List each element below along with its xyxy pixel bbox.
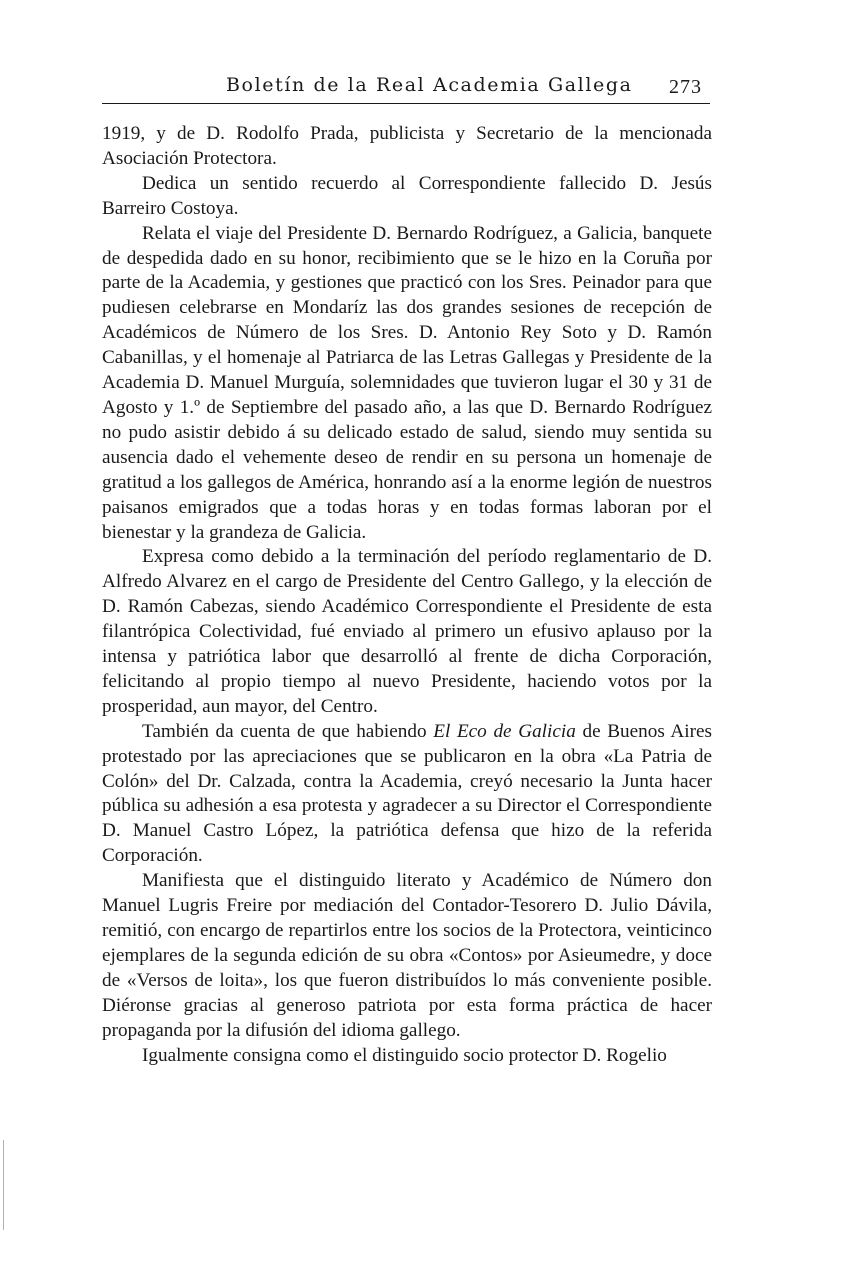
page-number: 273 — [669, 76, 702, 98]
paragraph-eco-de-galicia — [102, 720, 712, 869]
running-title: Boletín de la Real Academia Gallega — [226, 74, 633, 96]
running-header — [102, 72, 710, 106]
periodical-title: El Eco de Galicia — [433, 720, 576, 742]
paragraph: Dedica un sentido recuerdo al Correspondiente fallecido D. Jesús Barreiro Costoya. — [102, 172, 712, 219]
paragraph: Manifiesta que el distinguido literato y Académico de Número don Manuel Lugris Freire por mediación del Contador-Tesorero D. Julio Dávila, remitió, con encargo de repartirlos entre los socios de la Protectora, veinticinco ejemplares de la segunda edición de su obra «Contos» por Asieumedre, y doce de «Versos de loita», los que fueron distribuídos lo más conveniente posible. Diéronse gracias al generoso patriota por esta forma práctica de hacer propaganda por la difusión del idioma gallego. — [102, 870, 712, 1041]
paragraph: Relata el viaje del Presidente D. Bernardo Rodríguez, a Galicia, banquete de despedida dado en su honor, recibimiento que se le hizo en la Coruña por parte de la Academia, y gestiones que practicó con los Sres. Peinador para que pudiesen celebrarse en Mondaríz las dos grandes sesiones de recepción de Académicos de Número de los Sres. D. Antonio Rey Soto y D. Ramón Cabanillas, y el homenaje al Patriarca de las Letras Gallegas y Presidente de la Academia D. Manuel Murguía, solemnidades que tuvieron lugar el 30 y 31 de Agosto y 1.º de Septiembre del pasado año, a las que D. Bernardo Rodríguez no pudo asistir debido á su delicado estado de salud, siendo muy sentida su ausencia dado el vehemente deseo de rendir en su persona un homenaje de gratitud a los gallegos de América, honrando así a la enorme legión de nuestros paisanos emigrados que a todas horas y en todas formas laboran por el bienestar y la grandeza de Galicia. — [102, 222, 712, 543]
paragraph: Expresa como debido a la terminación del período reglamentario de D. Alfredo Alvarez en el cargo de Presidente del Centro Gallego, y la elección de D. Ramón Cabezas, siendo Académico Correspondiente el Presidente de esta filantrópica Colectividad, fué enviado al primero un efusivo aplauso por la intensa y patriótica labor que desarrolló al frente de dicha Corporación, felicitando al propio tiempo al nuevo Presidente, haciendo votos por la prosperidad, aun mayor, del Centro. — [102, 546, 712, 717]
body-text — [102, 122, 712, 1068]
header-rule — [102, 103, 710, 104]
scan-margin-line — [3, 1140, 4, 1230]
paragraph-text-before: También da cuenta de que habiendo — [142, 720, 434, 742]
paragraph-continues: Igualmente consigna como el distinguido socio protector D. Rogelio — [142, 1044, 667, 1066]
paragraph-continuation: 1919, y de D. Rodolfo Prada, publicista y Secretario de la mencionada Asociación Protectora. — [102, 123, 712, 169]
paragraph-text-after: de Buenos Aires protestado por las apreciaciones que se publicaron en la obra «La Patria de Colón» del Dr. Calzada, contra la Academia, creyó necesario la Junta hacer pública su adhesión a esa protesta y agradecer a su Director el Correspondiente D. Manuel Castro López, la patriótica defensa que hizo de la referida Corporación. — [102, 720, 712, 867]
